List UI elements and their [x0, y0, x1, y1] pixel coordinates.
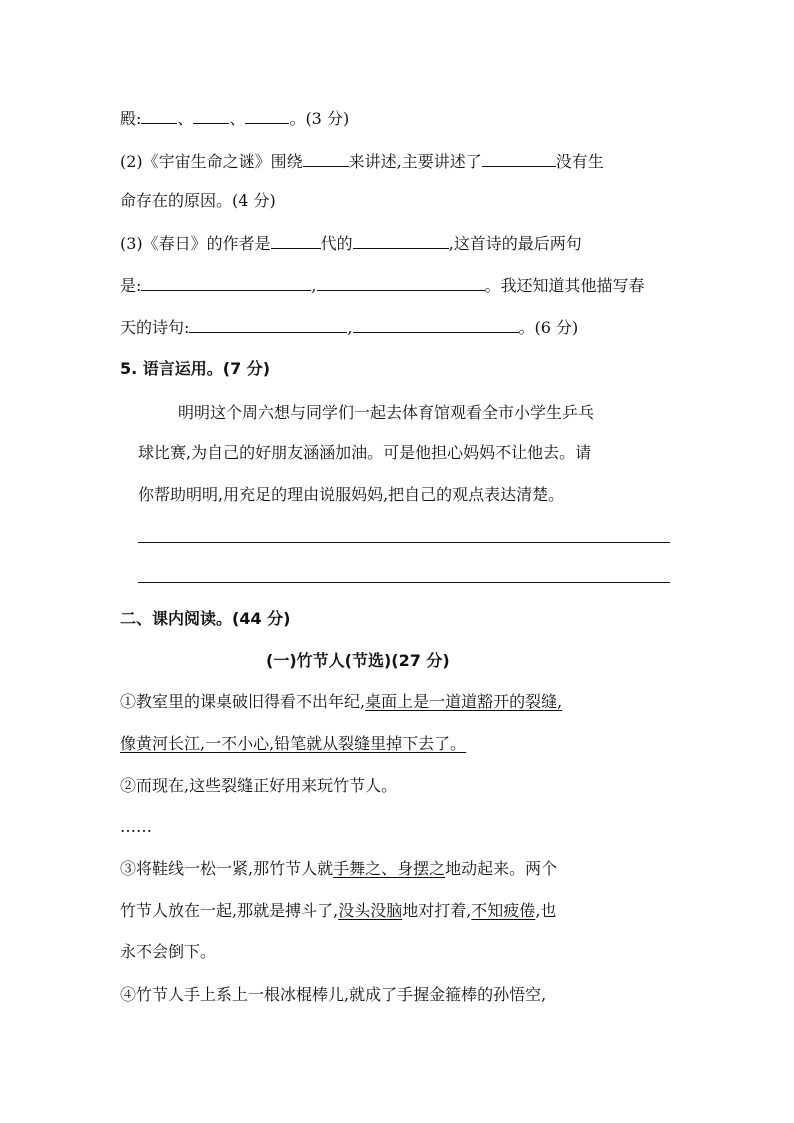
answer-blank[interactable]	[271, 232, 321, 249]
passage-title: (一)竹节人(节选)(27 分)	[266, 651, 450, 670]
q4-item2-line1: (2)《宇宙生命之谜》围绕 来讲述,主要讲述了 没有生	[120, 152, 604, 171]
section2-title: 二、课内阅读。(44 分)	[120, 609, 291, 628]
passage-para1-line2	[120, 733, 466, 755]
answer-blank[interactable]	[141, 107, 177, 124]
q5-paragraph-line1: 明明这个周六想与同学们一起去体育馆观看全市小学生乒乓	[178, 403, 595, 422]
answer-blank[interactable]	[189, 316, 347, 333]
passage-para3-line3: 永不会倒下。	[120, 942, 217, 961]
passage-ellipsis: ……	[120, 817, 152, 836]
passage-para2: ②而现在,这些裂缝正好用来玩竹节人。	[120, 776, 398, 795]
underlined-phrase: 没头没脑	[338, 901, 403, 920]
q4-item3-line1: (3)《春日》的作者是 代的 ,这首诗的最后两句	[120, 234, 582, 253]
answer-blank[interactable]	[482, 150, 556, 167]
q4-item3-line2: 是: , 。我还知道其他描写春	[120, 276, 645, 295]
answer-line[interactable]	[138, 582, 670, 583]
answer-blank[interactable]	[317, 274, 485, 291]
q4-line1: 殿: 、 、 。(3 分)	[120, 109, 350, 128]
passage-para1-line1: ①教室里的课桌破旧得看不出年纪,桌面上是一道道豁开的裂缝,	[120, 692, 563, 711]
answer-blank[interactable]	[353, 232, 449, 249]
q4-item3-line3: 天的诗句: , 。(6 分)	[120, 318, 579, 337]
underlined-phrase: 手舞之、身摆之	[333, 859, 446, 878]
answer-blank[interactable]	[141, 274, 311, 291]
underlined-sentence: 桌面上是一道道豁开的裂缝,	[365, 692, 563, 711]
passage-para4: ④竹节人手上系上一根冰棍棒儿,就成了手握金箍棒的孙悟空,	[120, 985, 547, 1004]
q5-paragraph-line2: 球比赛,为自己的好朋友涵涵加油。可是他担心妈妈不让他去。请	[138, 443, 592, 462]
answer-line[interactable]	[138, 542, 670, 543]
answer-blank[interactable]	[245, 107, 289, 124]
q4-line1-prefix: 殿:	[120, 109, 142, 128]
q5-paragraph-line3: 你帮助明明,用充足的理由说服妈妈,把自己的观点表达清楚。	[138, 485, 565, 504]
answer-blank[interactable]	[303, 150, 349, 167]
passage-para3-line1: ③将鞋线一松一紧,那竹节人就手舞之、身摆之地动起来。两个	[120, 859, 558, 878]
underlined-sentence: 像黄河长江,一不小心,铅笔就从裂缝里掉下去了。	[120, 734, 467, 753]
answer-blank[interactable]	[353, 316, 519, 333]
q4-item2-line2: 命存在的原因。(4 分)	[120, 191, 276, 210]
underlined-phrase: 不知疲倦	[471, 901, 536, 920]
passage-para3-line2: 竹节人放在一起,那就是搏斗了,没头没脑地对打着,不知疲倦,也	[120, 901, 557, 920]
q5-title: 5. 语言运用。(7 分)	[120, 359, 271, 378]
answer-blank[interactable]	[193, 107, 229, 124]
